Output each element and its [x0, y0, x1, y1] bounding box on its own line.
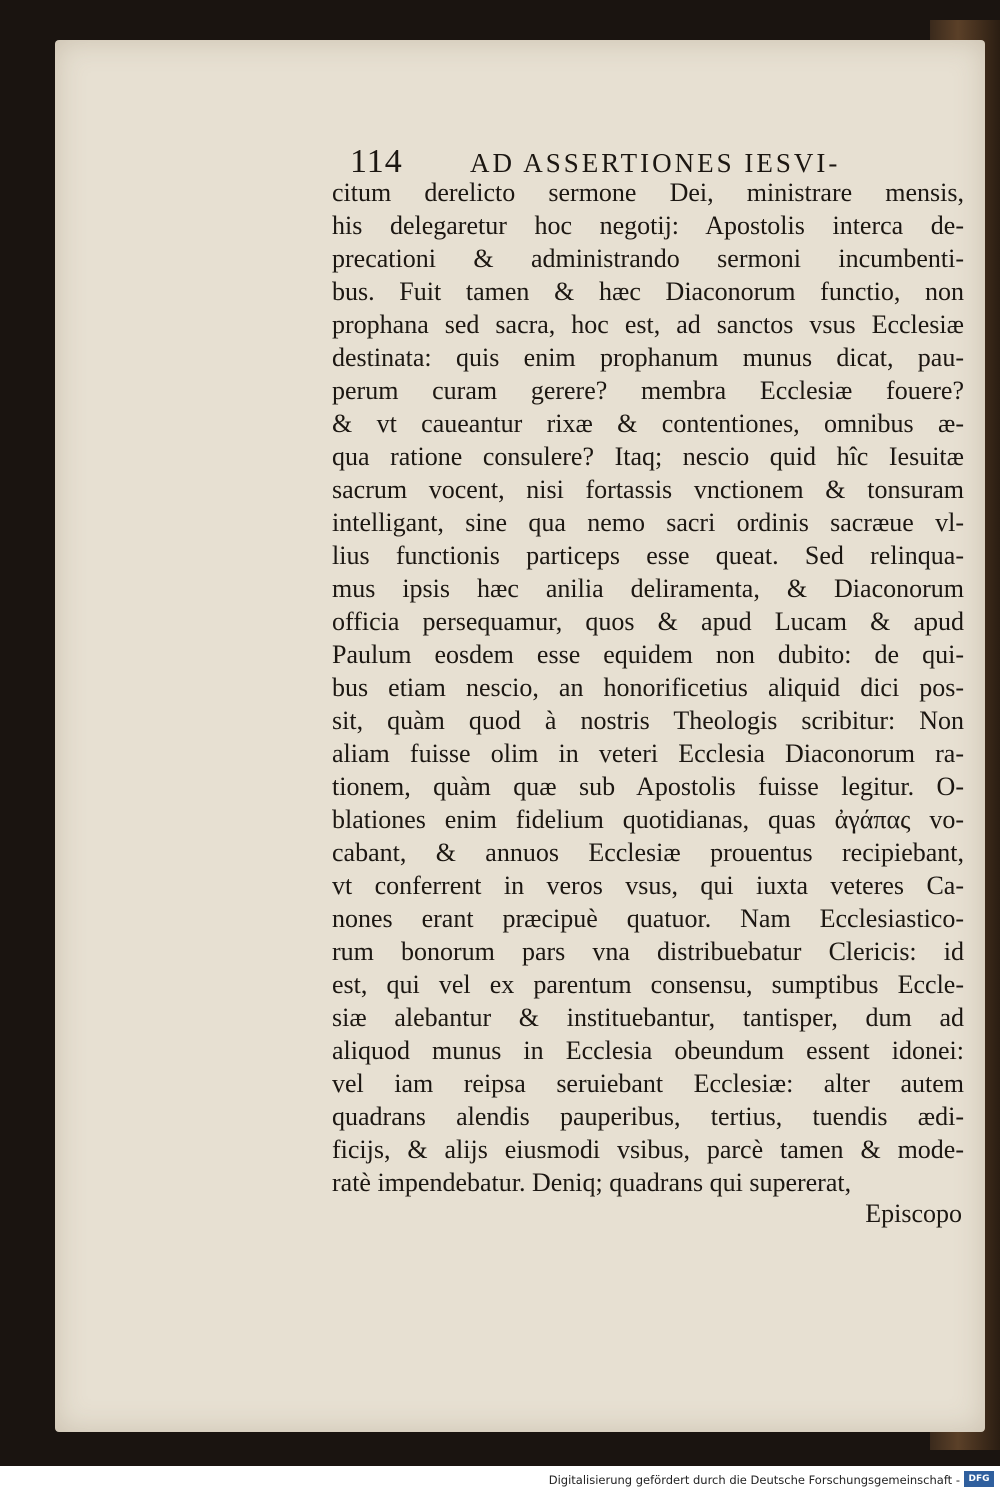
text-line: ratè impendebatur. Deniq; quadrans qui supererat,	[332, 1168, 852, 1197]
text-line: prophana sed sacra, hoc est, ad sanctos vsus Ecclesiæ	[332, 310, 964, 339]
text-line: aliam fuisse olim in veteri Ecclesia Diaconorum ra-	[332, 739, 964, 768]
text-line: qua ratione consulere? Itaq; nescio quid hîc Iesuitæ	[332, 442, 964, 471]
footer-bar	[0, 1466, 1000, 1493]
running-head: AD ASSERTIONES IESVI-	[470, 148, 841, 178]
text-line: tionem, quàm quæ sub Apostolis fuisse legitur. O-	[332, 772, 964, 801]
text-line: aliquod munus in Ecclesia obeundum essent idonei:	[332, 1036, 964, 1065]
text-line: his delegaretur hoc negotij: Apostolis interca de-	[332, 211, 964, 240]
text-line: sacrum vocent, nisi fortassis vnctionem & tonsuram	[332, 475, 964, 504]
text-line: est, qui vel ex parentum consensu, sumptibus Eccle-	[332, 970, 964, 999]
text-line: lius functionis particeps esse queat. Sed relinqua-	[332, 541, 964, 570]
page-number: 114	[350, 143, 403, 180]
text-line: bus etiam nescio, an honorificetius aliquid dici pos-	[332, 673, 964, 702]
text-line: blationes enim fidelium quotidianas, quas ἀγάπας vo-	[332, 805, 964, 834]
text-line: Paulum eosdem esse equidem non dubito: de qui-	[332, 640, 964, 669]
dfg-logo: DFG	[964, 1471, 994, 1487]
text-line: intelligant, sine qua nemo sacri ordinis sacræue vl-	[332, 508, 964, 537]
text-line: mus ipsis hæc anilia deliramenta, & Diaconorum	[332, 574, 964, 603]
text-line: nones erant præcipuè quatuor. Nam Ecclesiastico-	[332, 904, 964, 933]
text-line: sit, quàm quod à nostris Theologis scribitur: Non	[332, 706, 964, 735]
text-line: ficijs, & alijs eiusmodi vsibus, parcè tamen & mode-	[332, 1135, 964, 1164]
text-line: & vt caueantur rixæ & contentiones, omnibus æ-	[332, 409, 964, 438]
text-line: precationi & administrando sermoni incumbenti-	[332, 244, 964, 273]
body-text	[332, 176, 964, 1199]
text-line: destinata: quis enim prophanum munus dicat, pau-	[332, 343, 964, 372]
text-line: vel iam reipsa seruiebant Ecclesiæ: alter autem	[332, 1069, 964, 1098]
text-line: citum derelicto sermone Dei, ministrare mensis,	[332, 178, 964, 207]
text-line: officia persequamur, quos & apud Lucam & apud	[332, 607, 964, 636]
text-line: vt conferrent in veros vsus, qui iuxta veteres Ca-	[332, 871, 964, 900]
catchword: Episcopo	[865, 1199, 962, 1228]
text-line: quadrans alendis pauperibus, tertius, tuendis ædi-	[332, 1102, 964, 1131]
funding-credit: Digitalisierung gefördert durch die Deutsche Forschungsgemeinschaft -	[548, 1473, 960, 1487]
text-line: perum curam gerere? membra Ecclesiæ fouere?	[332, 376, 964, 405]
text-line: siæ alebantur & instituebantur, tantisper, dum ad	[332, 1003, 964, 1032]
text-line: bus. Fuit tamen & hæc Diaconorum functio, non	[332, 277, 964, 306]
text-line: cabant, & annuos Ecclesiæ prouentus recipiebant,	[332, 838, 964, 867]
text-line: rum bonorum pars vna distribuebatur Clericis: id	[332, 937, 964, 966]
